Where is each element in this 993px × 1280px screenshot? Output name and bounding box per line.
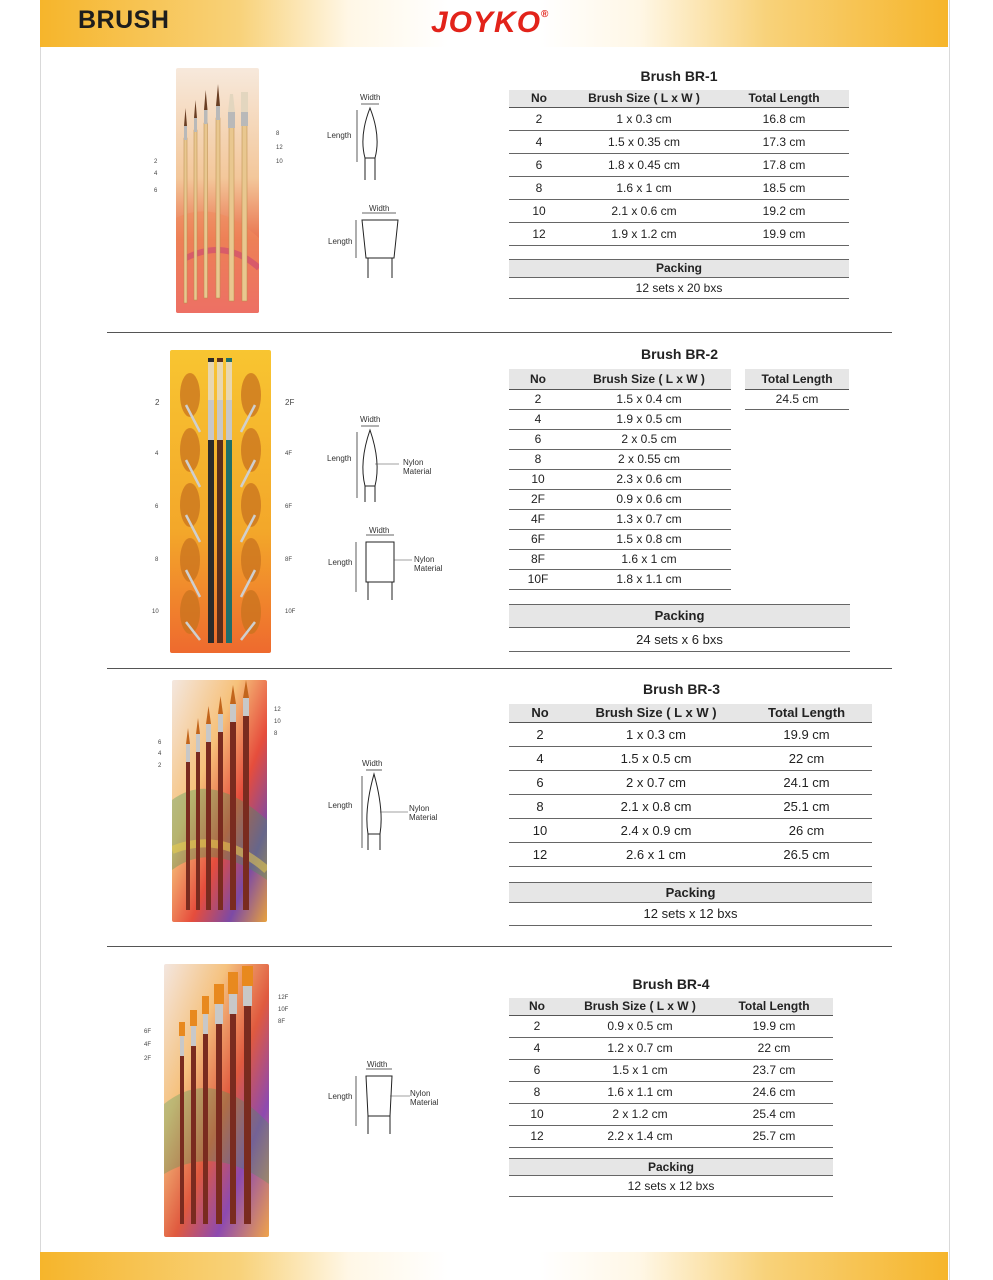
table-cell: 1.5 x 0.5 cm [571, 746, 741, 770]
table-row [509, 389, 731, 409]
table-header [509, 90, 849, 107]
table-cell: 8 [509, 176, 569, 199]
table-cell: 6 [509, 770, 571, 794]
table-row [509, 818, 872, 842]
table-cell: 1 x 0.3 cm [571, 722, 741, 746]
table-cell: 26.5 cm [741, 842, 872, 866]
section-divider [107, 332, 892, 333]
table-cell: 2.2 x 1.4 cm [565, 1125, 715, 1147]
table-cell: 22 cm [715, 1037, 833, 1059]
table-cell: 10F [509, 569, 567, 589]
table-row [745, 389, 849, 409]
table-cell: 2.1 x 0.8 cm [571, 794, 741, 818]
round-brush-diagram [355, 422, 400, 504]
callout-right: 10F [278, 1007, 289, 1013]
table-cell: 16.8 cm [719, 107, 849, 130]
size-table [509, 369, 731, 590]
diagram-material-label: Nylon Material [410, 1089, 439, 1107]
table-cell: 19.9 cm [715, 1015, 833, 1037]
table-cell: 6F [509, 529, 567, 549]
product-title: Brush BR-3 [642, 681, 720, 697]
table-cell: 1.6 x 1 cm [567, 549, 731, 569]
table-cell: 2 x 0.55 cm [567, 449, 731, 469]
registered-mark: ® [541, 9, 550, 20]
table-row [509, 794, 872, 818]
table-cell: 4 [509, 746, 571, 770]
table-cell: 8 [509, 449, 567, 469]
table-cell: 4 [509, 409, 567, 429]
table-cell: 8 [509, 794, 571, 818]
callout-right: 12F [278, 995, 289, 1001]
diagram-length-label: Length [328, 237, 353, 246]
table-row [509, 1015, 833, 1037]
table-cell: 1.6 x 1 cm [569, 176, 719, 199]
total-length-table [745, 369, 849, 410]
callout-right: 10 [276, 159, 283, 165]
callout-left: 6F [144, 1029, 152, 1035]
diagram-width-label: Width [360, 93, 381, 102]
callout-right: 8 [274, 731, 278, 737]
table-cell: 6 [509, 429, 567, 449]
callout-left: 2 [154, 159, 158, 165]
table-cell: 6 [509, 1059, 565, 1081]
br2-product-photo [170, 350, 271, 653]
br4-product-photo [164, 964, 269, 1237]
callout-left: 4 [154, 171, 158, 177]
callout-left: 10 [152, 609, 159, 615]
column-header: Brush Size ( L x W ) [571, 704, 741, 722]
table-cell: 1.2 x 0.7 cm [565, 1037, 715, 1059]
callout-right: 12 [274, 707, 281, 713]
table-row [509, 1103, 833, 1125]
diagram-width-label: Width [360, 415, 381, 424]
callout-left: 2F [144, 1056, 152, 1062]
table-row [509, 1059, 833, 1081]
packing-box [509, 604, 850, 652]
callout-left: 4 [155, 451, 159, 457]
table-cell: 26 cm [741, 818, 872, 842]
table-row [509, 107, 849, 130]
packing-box [509, 882, 872, 926]
column-header: Total Length [719, 90, 849, 107]
size-table [509, 704, 872, 867]
table-cell: 19.9 cm [719, 222, 849, 245]
callout-left: 6 [158, 740, 162, 746]
table-cell: 19.9 cm [741, 722, 872, 746]
table-row [509, 176, 849, 199]
br1-product-photo [176, 68, 259, 313]
packing-box [509, 1158, 833, 1197]
table-cell: 23.7 cm [715, 1059, 833, 1081]
table-cell: 22 cm [741, 746, 872, 770]
callout-left: 4F [144, 1042, 152, 1048]
table-cell: 12 [509, 222, 569, 245]
table-row [509, 429, 731, 449]
table-row [509, 449, 731, 469]
table-cell: 2 [509, 1015, 565, 1037]
table-cell: 10 [509, 199, 569, 222]
table-row [509, 722, 872, 746]
category-title: BRUSH [78, 6, 170, 34]
table-cell: 1.9 x 0.5 cm [567, 409, 731, 429]
packing-label: Packing [509, 882, 872, 903]
table-cell: 10 [509, 469, 567, 489]
table-header [509, 369, 731, 389]
table-row [509, 529, 731, 549]
table-cell: 6 [509, 153, 569, 176]
table-cell: 2 x 1.2 cm [565, 1103, 715, 1125]
table-header [745, 369, 849, 389]
column-header: No [509, 998, 565, 1015]
table-cell: 8 [509, 1081, 565, 1103]
diagram-length-label: Length [328, 1092, 353, 1101]
brand-logo [431, 6, 549, 40]
column-header: Total Length [715, 998, 833, 1015]
table-cell: 1.9 x 1.2 cm [569, 222, 719, 245]
column-header: Brush Size ( L x W ) [565, 998, 715, 1015]
diagram-length-label: Length [328, 801, 353, 810]
table-cell: 4F [509, 509, 567, 529]
callout-right: 8F [285, 557, 293, 563]
callout-left: 8 [155, 557, 159, 563]
table-cell: 1 x 0.3 cm [569, 107, 719, 130]
table-cell: 10 [509, 1103, 565, 1125]
table-cell: 1.3 x 0.7 cm [567, 509, 731, 529]
callout-right: 8 [276, 131, 280, 137]
diagram-material-label: Nylon Material [403, 458, 432, 476]
callout-right: 6F [285, 504, 293, 510]
column-header: No [509, 704, 571, 722]
callout-right: 8F [278, 1019, 286, 1025]
table-cell: 24.6 cm [715, 1081, 833, 1103]
table-row [509, 746, 872, 770]
callout-left: 2 [158, 763, 162, 769]
table-cell: 17.8 cm [719, 153, 849, 176]
table-cell: 2.4 x 0.9 cm [571, 818, 741, 842]
footer-band [40, 1252, 948, 1280]
table-cell: 8F [509, 549, 567, 569]
table-cell: 19.2 cm [719, 199, 849, 222]
packing-value: 12 sets x 12 bxs [509, 1176, 833, 1197]
table-cell: 2F [509, 489, 567, 509]
table-cell: 1.6 x 1.1 cm [565, 1081, 715, 1103]
diagram-width-label: Width [367, 1060, 388, 1069]
packing-label: Packing [509, 259, 849, 278]
table-cell: 24.5 cm [745, 389, 849, 409]
callout-right: 2F [285, 398, 295, 407]
br3-product-photo [172, 680, 267, 922]
table-cell: 17.3 cm [719, 130, 849, 153]
diagram-length-label: Length [328, 558, 353, 567]
table-cell: 1.5 x 0.4 cm [567, 389, 731, 409]
callout-right: 4F [285, 451, 293, 457]
table-row [509, 409, 731, 429]
table-cell: 1.8 x 0.45 cm [569, 153, 719, 176]
table-cell: 1.5 x 1 cm [565, 1059, 715, 1081]
table-cell: 0.9 x 0.5 cm [565, 1015, 715, 1037]
table-row [509, 469, 731, 489]
callout-right: 12 [276, 145, 283, 151]
table-cell: 0.9 x 0.6 cm [567, 489, 731, 509]
table-cell: 1.5 x 0.8 cm [567, 529, 731, 549]
product-title: Brush BR-4 [632, 976, 710, 992]
table-row [509, 153, 849, 176]
diagram-material-label: Nylon Material [409, 804, 438, 822]
round-brush-diagram [355, 100, 385, 182]
table-cell: 4 [509, 130, 569, 153]
table-cell: 10 [509, 818, 571, 842]
table-row [509, 130, 849, 153]
table-cell: 25.1 cm [741, 794, 872, 818]
diagram-width-label: Width [369, 526, 390, 535]
table-cell: 4 [509, 1037, 565, 1059]
table-row [509, 842, 872, 866]
table-cell: 2.6 x 1 cm [571, 842, 741, 866]
column-header: No [509, 90, 569, 107]
product-title: Brush BR-1 [640, 68, 718, 84]
size-table [509, 90, 849, 246]
table-row [509, 569, 731, 589]
brand-name: JOYKO [431, 6, 542, 39]
packing-box [509, 259, 849, 299]
table-row [509, 222, 849, 245]
column-header: Brush Size ( L x W ) [567, 369, 731, 389]
flat-brush-diagram [352, 532, 412, 602]
flat-brush-diagram [352, 1066, 412, 1136]
table-cell: 1.8 x 1.1 cm [567, 569, 731, 589]
table-header [509, 704, 872, 722]
table-cell: 24.1 cm [741, 770, 872, 794]
callout-left: 2 [155, 398, 160, 407]
table-cell: 2 [509, 107, 569, 130]
table-row [509, 1125, 833, 1147]
column-header: No [509, 369, 567, 389]
table-row [509, 1037, 833, 1059]
table-cell: 2.1 x 0.6 cm [569, 199, 719, 222]
table-row [509, 489, 731, 509]
table-row [509, 509, 731, 529]
size-table [509, 998, 833, 1148]
flat-brush-diagram [352, 210, 402, 280]
table-row [509, 1081, 833, 1103]
diagram-length-label: Length [327, 454, 352, 463]
diagram-material-label: Nylon Material [414, 555, 443, 573]
table-cell: 25.7 cm [715, 1125, 833, 1147]
table-row [509, 770, 872, 794]
column-header: Brush Size ( L x W ) [569, 90, 719, 107]
column-header: Total Length [745, 369, 849, 389]
packing-value: 24 sets x 6 bxs [509, 628, 850, 652]
table-cell: 12 [509, 1125, 565, 1147]
product-title: Brush BR-2 [640, 346, 718, 362]
table-row [509, 199, 849, 222]
packing-value: 12 sets x 12 bxs [509, 903, 872, 926]
table-cell: 2 [509, 722, 571, 746]
table-cell: 12 [509, 842, 571, 866]
table-cell: 2.3 x 0.6 cm [567, 469, 731, 489]
packing-value: 12 sets x 20 bxs [509, 278, 849, 299]
callout-right: 10F [285, 609, 296, 615]
packing-label: Packing [509, 604, 850, 628]
diagram-width-label: Width [369, 204, 390, 213]
callout-right: 10 [274, 719, 281, 725]
section-divider [107, 946, 892, 947]
table-cell: 2 x 0.5 cm [567, 429, 731, 449]
callout-left: 4 [158, 751, 162, 757]
table-row [509, 549, 731, 569]
section-divider [107, 668, 892, 669]
table-cell: 2 [509, 389, 567, 409]
callout-left: 6 [155, 504, 159, 510]
table-cell: 2 x 0.7 cm [571, 770, 741, 794]
diagram-length-label: Length [327, 131, 352, 140]
table-cell: 1.5 x 0.35 cm [569, 130, 719, 153]
table-header [509, 998, 833, 1015]
diagram-width-label: Width [362, 759, 383, 768]
column-header: Total Length [741, 704, 872, 722]
packing-label: Packing [509, 1158, 833, 1176]
round-brush-diagram [358, 766, 408, 852]
table-cell: 18.5 cm [719, 176, 849, 199]
table-cell: 25.4 cm [715, 1103, 833, 1125]
callout-left: 6 [154, 188, 158, 194]
